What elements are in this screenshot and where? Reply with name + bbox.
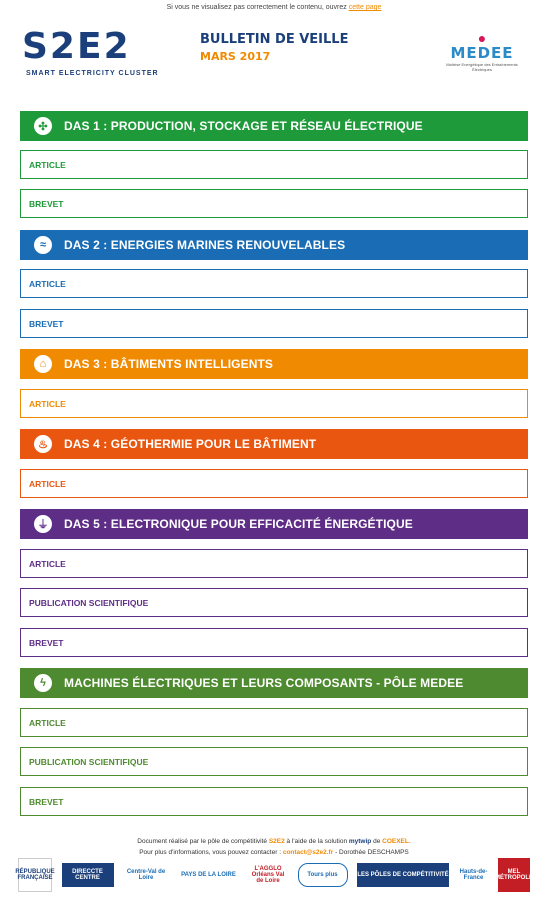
footer-text-part: Pour plus d'informations, vous pouvez contacter : [139,849,282,856]
bulletin-date: MARS 2017 [200,50,271,63]
section-das2-brevet-link[interactable] [20,309,528,338]
section-das2-article-link[interactable] [20,269,528,298]
footer-text-part: - Dorothée DESCHAMPS [335,849,409,856]
row-label: BREVET [29,198,64,209]
bulletin-title: BULLETIN DE VEILLE [200,32,349,47]
footer-mytwip-link[interactable]: mytwip [348,838,372,845]
row-label: PUBLICATION SCIENTIFIQUE [29,597,149,608]
section-das1-brevet-link[interactable] [20,189,528,218]
footer-email-link[interactable]: contact@s2e2.fr [282,849,334,856]
row-label: PUBLICATION SCIENTIFIQUE [29,756,149,767]
row-label: BREVET [29,796,64,807]
heat-icon: ♨ [34,435,52,453]
bolt-icon: ϟ [34,674,52,692]
footer-s2e2-link[interactable]: S2E2 [268,838,285,845]
pays-de-la-loire-logo[interactable]: PAYS DE LA LOIRE [181,872,236,878]
section-das2-title: DAS 2 : ENERGIES MARINES RENOUVELABLES [64,238,346,252]
house-icon: ⌂ [34,355,52,373]
section-das4-title: DAS 4 : GÉOTHERMIE POUR LE BÂTIMENT [64,437,317,451]
section-das5-header[interactable] [20,509,528,539]
row-label: ARTICLE [29,478,66,489]
section-das1-title: DAS 1 : PRODUCTION, STOCKAGE ET RÉSEAU ÉLECTRIQUE [64,119,423,133]
view-online-note [0,4,548,11]
medee-logo-subtitle: Maîtrise Energétique des Entraînements Électriques [446,62,518,72]
row-label: ARTICLE [29,717,66,728]
footer-text-part: Document réalisé par le pôle de compétitivité [137,838,268,845]
s2e2-logo-subtitle: SMART ELECTRICITY CLUSTER [26,70,159,77]
section-das4-header[interactable] [20,429,528,459]
row-label: ARTICLE [29,558,66,569]
row-label: ARTICLE [29,159,66,170]
section-das5-title: DAS 5 : ELECTRONIQUE POUR EFFICACITÉ ÉNERGÉTIQUE [64,517,413,531]
footer-text-part: à l'aide de la solution [286,838,348,845]
wind-turbine-icon: ✣ [34,117,52,135]
section-medee-header[interactable] [20,668,528,698]
republique-francaise-logo[interactable]: RÉPUBLIQUE FRANÇAISE [18,858,52,892]
row-label: BREVET [29,318,64,329]
section-das1-article-link[interactable] [20,150,528,179]
s2e2-logo[interactable] [22,24,162,80]
medee-logo-icon: ● [477,30,487,46]
section-das1-header[interactable] [20,111,528,141]
tours-plus-logo[interactable]: Tours plus [298,863,348,887]
hauts-de-france-logo[interactable]: Hauts-de-France [459,869,488,881]
wave-icon: ≈ [34,236,52,254]
section-das4-article-link[interactable] [20,469,528,498]
medee-logo-text: MEDEE [450,44,514,62]
medee-logo[interactable] [442,32,522,78]
footer-line-1 [0,836,548,847]
row-label: ARTICLE [29,278,66,289]
plug-icon: ⏚ [34,515,52,533]
section-das5-article-link[interactable] [20,549,528,578]
s2e2-logo-mark: S2E2 [22,26,131,67]
section-das5-publication-link[interactable] [20,588,528,617]
direccte-logo[interactable]: DIRECCTE CENTRE [62,863,114,887]
centre-val-de-loire-logo[interactable]: Centre-Val de Loire [126,869,166,881]
section-das3-header[interactable] [20,349,528,379]
view-online-text: Si vous ne visualisez pas correctement le contenu, ouvrez [166,4,347,11]
partner-logos [15,856,534,894]
section-das5-brevet-link[interactable] [20,628,528,657]
mel-metropole-logo[interactable]: MEL MÉTROPOLE [498,858,530,892]
poles-competitivite-logo[interactable]: LES PÔLES DE COMPÉTITIVITÉ [357,863,449,887]
section-medee-brevet-link[interactable] [20,787,528,816]
footer-text-part: de [373,838,381,845]
row-label: ARTICLE [29,398,66,409]
bulletin-title-block [200,32,348,63]
agglo-orleans-logo[interactable]: L'AGGLO Orléans Val de Loire [251,866,285,884]
section-medee-publication-link[interactable] [20,747,528,776]
footer-text [0,836,548,858]
section-medee-title: MACHINES ÉLECTRIQUES ET LEURS COMPOSANTS - PÔLE MEDEE [64,676,464,690]
section-das2-header[interactable] [20,230,528,260]
footer-coexel-link[interactable]: COEXEL. [382,838,411,845]
section-das3-title: DAS 3 : BÂTIMENTS INTELLIGENTS [64,357,274,371]
section-das3-article-link[interactable] [20,389,528,418]
view-online-link[interactable]: cette page [348,4,382,11]
row-label: BREVET [29,637,64,648]
header [20,18,528,88]
section-medee-article-link[interactable] [20,708,528,737]
